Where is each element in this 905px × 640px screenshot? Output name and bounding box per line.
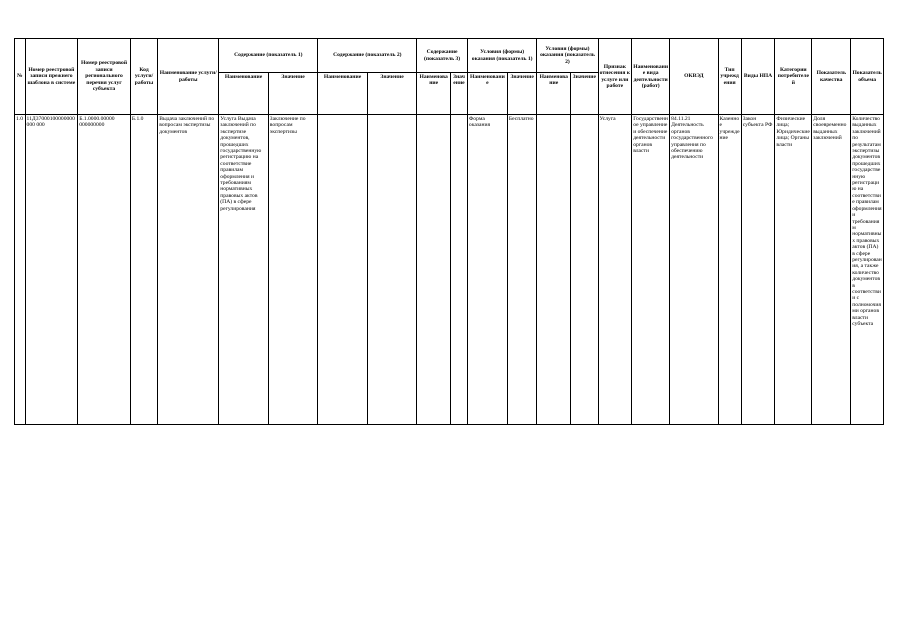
header-npa-type: Виды НПА	[741, 39, 775, 115]
cell-content-2-name	[318, 115, 368, 425]
subheader-condition-1-value: Значение	[507, 73, 537, 115]
subheader-content-2-name: Наименование	[318, 73, 368, 115]
subheader-condition-1-name: Наименование	[467, 73, 507, 115]
cell-registry-number: 11Д37000100000000000 000	[25, 115, 78, 425]
cell-regional-registry-number: Б.1.0000.00000 000000000	[78, 115, 131, 425]
subheader-condition-2-value: Значение	[571, 73, 598, 115]
cell-content-3-name	[417, 115, 451, 425]
subheader-condition-2-name: Наименование	[537, 73, 571, 115]
cell-content-3-value	[451, 115, 468, 425]
cell-content-2-value	[367, 115, 417, 425]
cell-condition-2-value	[571, 115, 598, 425]
cell-okved: 84.11.21 Деятельность органов государственного управления по обеспечению деятельности	[670, 115, 718, 425]
header-okved: ОКВЭД	[670, 39, 718, 115]
header-regional-registry-number: Номер реестровой записи регионального перечня услуг субъекта	[78, 39, 131, 115]
cell-content-1-name: Услуга Выдача заключений по экспертизе документов, прошедших государственную регистрацию на соответствие правилам оформления и требованиям нормативных правовых актов (ПА) в сфере регулирования	[219, 115, 269, 425]
header-num: №	[15, 39, 26, 115]
registry-sheet	[14, 38, 884, 428]
header-registry-number: Номер реестровой записи прежнего шаблона в системе	[25, 39, 78, 115]
cell-npa-type: Закон субъекта РФ	[741, 115, 775, 425]
cell-content-1-value: Заключение по вопросам экспертизы	[268, 115, 318, 425]
cell-paid: Услуга	[598, 115, 632, 425]
registry-table	[14, 38, 884, 425]
cell-condition-1-name: Форма оказания	[467, 115, 507, 425]
header-activity-field: Наименование вида деятельности (работ)	[632, 39, 670, 115]
cell-condition-1-value: Бесплатно	[507, 115, 537, 425]
header-content-2: Содержание (показатель 2)	[318, 39, 417, 73]
subheader-content-3-name: Наименование	[417, 73, 451, 115]
header-service-name: Наименование услуги/работы	[158, 39, 219, 115]
cell-activity-field: Государственное управление и обеспечение деятельности органов власти	[632, 115, 670, 425]
cell-service-code: Б.1.0	[130, 115, 157, 425]
cell-institution-type: Казенное учреждение	[718, 115, 741, 425]
header-condition-2: Условия (формы) оказания (показатель 2)	[537, 39, 598, 73]
subheader-content-1-name: Наименование	[219, 73, 269, 115]
header-paid: Признак отнесения к услуге или работе	[598, 39, 632, 115]
header-volume-indicator: Показатель объема	[851, 39, 884, 115]
header-content-3: Содержание (показатель 3)	[417, 39, 468, 73]
header-consumer-category: Категории потребителей	[775, 39, 812, 115]
cell-service-name: Выдача заключений по вопросам экспертизы документов	[158, 115, 219, 425]
header-quality-indicator: Показатель качества	[812, 39, 851, 115]
header-service-code: Код услуги/работы	[130, 39, 157, 115]
cell-num: 1.0	[15, 115, 26, 425]
subheader-content-1-value: Значение	[268, 73, 318, 115]
header-condition-1: Условия (формы) оказания (показатель 1)	[467, 39, 537, 73]
cell-condition-2-name	[537, 115, 571, 425]
subheader-content-2-value: Значение	[367, 73, 417, 115]
cell-consumer-category: Физические лица; Юридические лица; Органы власти	[775, 115, 812, 425]
cell-quality-indicator: Доля своевременно выданных заключений	[812, 115, 851, 425]
table-row	[15, 115, 884, 425]
cell-volume-indicator: Количество выданных заключений по результатам экспертизы документов прошедших государственную регистрацию на соответствие правилам оформления и требованиям нормативных правовых актов (ПА) в сфере регулирования, а также количество документов в соответствии с полномочиями органов власти субъекта	[851, 115, 884, 425]
header-institution-type: Тип учреждения	[718, 39, 741, 115]
subheader-content-3-value: Значение	[451, 73, 468, 115]
header-content-1: Содержание (показатель 1)	[219, 39, 318, 73]
